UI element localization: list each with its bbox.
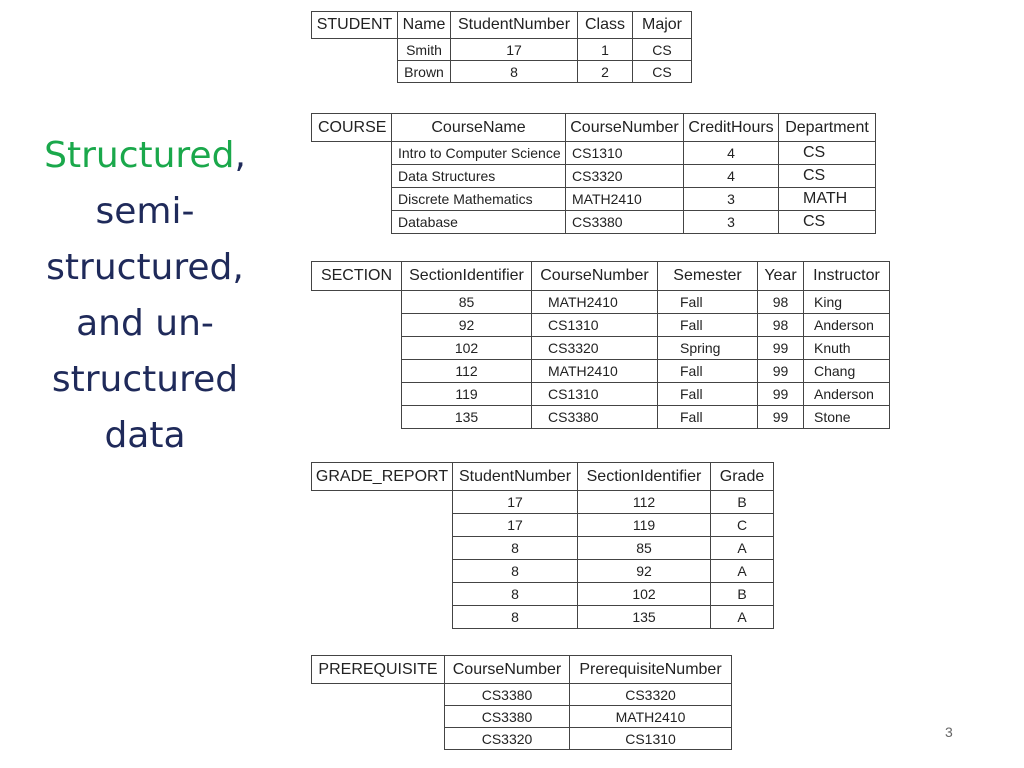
column-header: Semester: [658, 262, 758, 291]
table-cell: CS1310: [570, 728, 732, 750]
table-row: [312, 514, 774, 537]
column-header: Year: [758, 262, 804, 291]
column-header: StudentNumber: [453, 463, 578, 491]
table-cell: CS: [779, 165, 876, 188]
table-cell: CS1310: [532, 314, 658, 337]
table-cell: C: [711, 514, 774, 537]
table-row: [312, 337, 890, 360]
table-row: [312, 142, 876, 165]
table-row: [312, 39, 692, 61]
table-row: [312, 383, 890, 406]
table-row: [312, 211, 876, 234]
table-cell: 8: [453, 606, 578, 629]
column-header: SectionIdentifier: [578, 463, 711, 491]
table-row: [312, 706, 732, 728]
table-cell: CS3320: [532, 337, 658, 360]
table-cell: Knuth: [804, 337, 890, 360]
table-cell: 92: [578, 560, 711, 583]
table-cell: Anderson: [804, 383, 890, 406]
table-cell: Smith: [398, 39, 451, 61]
table-row: [312, 684, 732, 706]
table-row: [312, 491, 774, 514]
title-comma: ,: [234, 135, 246, 176]
table-cell: 85: [402, 291, 532, 314]
table-row: [312, 728, 732, 750]
table-cell: 99: [758, 383, 804, 406]
column-header: CourseNumber: [445, 656, 570, 684]
grade-report-table: [311, 462, 774, 629]
table-cell: 135: [402, 406, 532, 429]
table-cell: Fall: [658, 291, 758, 314]
table-cell: CS: [779, 142, 876, 165]
table-cell: 8: [453, 560, 578, 583]
table-cell: 92: [402, 314, 532, 337]
table-cell: King: [804, 291, 890, 314]
table-cell: 99: [758, 337, 804, 360]
prerequisite-table: [311, 655, 732, 750]
slide-title: [20, 128, 270, 464]
table-cell: 112: [578, 491, 711, 514]
table-name: COURSE: [312, 114, 392, 142]
table-row: [312, 61, 692, 83]
section-table: [311, 261, 890, 429]
table-cell: CS3380: [445, 706, 570, 728]
table-cell: 102: [578, 583, 711, 606]
table-cell: CS: [633, 39, 692, 61]
table-cell: Fall: [658, 406, 758, 429]
table-cell: 17: [453, 514, 578, 537]
column-header: Instructor: [804, 262, 890, 291]
table-cell: 2: [578, 61, 633, 83]
table-cell: 17: [453, 491, 578, 514]
table-cell: CS1310: [566, 142, 684, 165]
table-cell: Fall: [658, 360, 758, 383]
table-cell: CS3320: [566, 165, 684, 188]
table-cell: 85: [578, 537, 711, 560]
title-and-un: and un-: [76, 303, 214, 344]
table-name: SECTION: [312, 262, 402, 291]
table-cell: 8: [453, 583, 578, 606]
table-cell: Anderson: [804, 314, 890, 337]
table-cell: A: [711, 537, 774, 560]
table-cell: MATH2410: [570, 706, 732, 728]
table-cell: 1: [578, 39, 633, 61]
table-cell: Spring: [658, 337, 758, 360]
table-row: [312, 537, 774, 560]
table-cell: 99: [758, 360, 804, 383]
table-cell: 4: [684, 142, 779, 165]
title-semi: semi-: [95, 191, 195, 232]
column-header: Department: [779, 114, 876, 142]
table-cell: MATH2410: [532, 360, 658, 383]
title-structured-2: structured,: [46, 247, 244, 288]
column-header: CourseName: [392, 114, 566, 142]
table-cell: Stone: [804, 406, 890, 429]
column-header: CreditHours: [684, 114, 779, 142]
table-cell: 102: [402, 337, 532, 360]
table-row: [312, 406, 890, 429]
table-cell: 4: [684, 165, 779, 188]
table-row: [312, 314, 890, 337]
table-cell: Intro to Computer Science: [392, 142, 566, 165]
table-cell: CS3380: [445, 684, 570, 706]
table-cell: Discrete Mathematics: [392, 188, 566, 211]
table-cell: Database: [392, 211, 566, 234]
table-cell: A: [711, 606, 774, 629]
table-cell: 135: [578, 606, 711, 629]
table-cell: 3: [684, 211, 779, 234]
table-cell: B: [711, 491, 774, 514]
column-header: StudentNumber: [451, 12, 578, 39]
column-header: Name: [398, 12, 451, 39]
table-cell: 3: [684, 188, 779, 211]
table-row: [312, 188, 876, 211]
table-cell: Fall: [658, 314, 758, 337]
table-cell: Chang: [804, 360, 890, 383]
table-cell: 8: [451, 61, 578, 83]
student-table: [311, 11, 692, 83]
table-row: [312, 560, 774, 583]
table-cell: 112: [402, 360, 532, 383]
table-name: PREREQUISITE: [312, 656, 445, 684]
table-cell: MATH2410: [566, 188, 684, 211]
column-header: Grade: [711, 463, 774, 491]
table-cell: Fall: [658, 383, 758, 406]
table-cell: Brown: [398, 61, 451, 83]
title-data: data: [104, 415, 186, 456]
column-header: Major: [633, 12, 692, 39]
table-cell: 99: [758, 406, 804, 429]
course-table: [311, 113, 876, 234]
title-structured-3: structured: [51, 359, 239, 400]
column-header: CourseNumber: [566, 114, 684, 142]
table-cell: B: [711, 583, 774, 606]
table-cell: CS: [633, 61, 692, 83]
table-cell: CS: [779, 211, 876, 234]
table-cell: CS3320: [570, 684, 732, 706]
column-header: PrerequisiteNumber: [570, 656, 732, 684]
table-cell: 8: [453, 537, 578, 560]
table-cell: CS3380: [532, 406, 658, 429]
title-structured: Structured: [44, 135, 235, 176]
table-cell: MATH2410: [532, 291, 658, 314]
table-cell: 98: [758, 291, 804, 314]
table-name: GRADE_REPORT: [312, 463, 453, 491]
table-cell: CS3380: [566, 211, 684, 234]
table-row: [312, 360, 890, 383]
table-cell: MATH: [779, 188, 876, 211]
column-header: SectionIdentifier: [402, 262, 532, 291]
table-cell: CS3320: [445, 728, 570, 750]
table-cell: 119: [578, 514, 711, 537]
table-cell: CS1310: [532, 383, 658, 406]
column-header: Class: [578, 12, 633, 39]
table-cell: 98: [758, 314, 804, 337]
table-row: [312, 606, 774, 629]
table-row: [312, 165, 876, 188]
table-row: [312, 583, 774, 606]
table-name: STUDENT: [312, 12, 398, 39]
table-cell: 17: [451, 39, 578, 61]
table-cell: Data Structures: [392, 165, 566, 188]
table-cell: 119: [402, 383, 532, 406]
table-row: [312, 291, 890, 314]
column-header: CourseNumber: [532, 262, 658, 291]
table-cell: A: [711, 560, 774, 583]
page-number: 3: [945, 724, 953, 740]
